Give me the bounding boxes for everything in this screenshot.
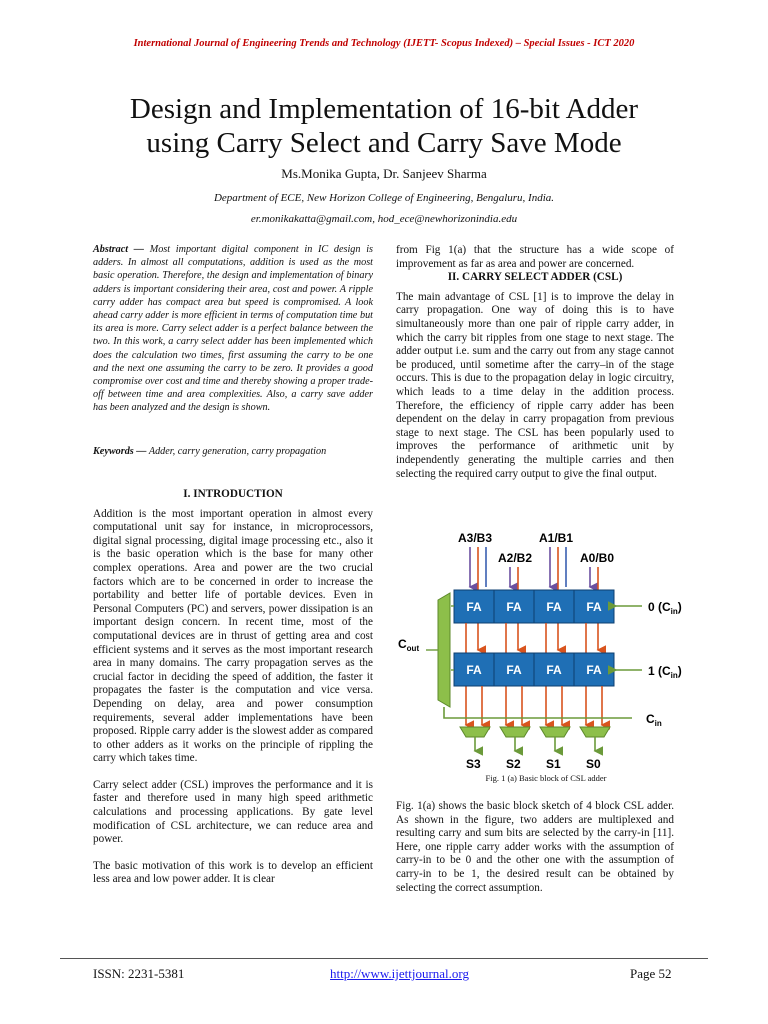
keywords-label: Keywords — — [93, 446, 147, 457]
fa-label: FA — [546, 663, 562, 677]
fa-label: FA — [546, 600, 562, 614]
fa-label: FA — [506, 600, 522, 614]
department: Department of ECE, New Horizon College of Engineering, Bengaluru, India. — [213, 192, 555, 204]
input-label-a1b1: A1/B1 — [539, 531, 574, 545]
keywords — [93, 445, 373, 458]
introduction-section — [93, 488, 373, 887]
output-arrows — [475, 737, 595, 751]
output-muxes — [460, 727, 610, 737]
right-paragraph-0: from Fig 1(a) that the structure has a wide scope of improvement as far as area and power are concerned. — [396, 244, 674, 270]
footer-issn: ISSN: 2231-5381 — [93, 966, 185, 981]
fa-label: FA — [466, 663, 482, 677]
csl-paragraph-1: The main advantage of CSL [1] is to improve the delay in carry propagation. One way of doing this is to have simultaneously more than one pair of ripple carry adder, in which the carry bit ripples from one stage to next stage. The adder output i.e. sum and the carry out from any stage cannot be produced, until sometime after the carry–in of the stage occurs. This is due to the propagation delay in logic circuitry, which leads to a time delay in the addition process. Therefore, the efficiency of ripple carry adder has been dependent on the delay in carry propagation from previous stage to next stage. The CSL has been popularly used to improves the performance of arithmetic unit by independently generating the multiple carries and then selecting the required carry output to give the final output. — [396, 290, 674, 480]
author-emails: er.monikakatta@gmail.com, hod_ece@newhorizonindia.edu — [250, 213, 518, 225]
abstract — [93, 243, 373, 415]
footer-rule — [60, 958, 708, 959]
row2-sum-arrows — [482, 686, 602, 725]
right-column-bottom — [396, 800, 674, 895]
journal-header: International Journal of Engineering Trends and Technology (IJETT- Scopus Indexed) – Special Issues - ICT 2020 — [133, 38, 635, 49]
mux-s3 — [460, 727, 490, 737]
output-s2: S2 — [506, 757, 521, 771]
csl-block-diagram — [396, 525, 696, 775]
output-s1: S1 — [546, 757, 561, 771]
footer-page-number: Page 52 — [630, 966, 672, 981]
input-label-a2b2: A2/B2 — [498, 551, 533, 565]
fa-label: FA — [506, 663, 522, 677]
intro-paragraph-2: Carry select adder (CSL) improves the performance and it is faster and therefore used in many high speed arithmetic calculations and processing applications. By gate level modification of CSL architecture, we can reduce area and power. — [93, 778, 373, 846]
intro-heading: I. INTRODUCTION — [183, 488, 283, 500]
title-line-1: Design and Implementation of 16-bit Adder — [129, 93, 639, 125]
input-label-a0b0: A0/B0 — [580, 551, 615, 565]
abstract-text: Most important digital component in IC design is adders. In almost all computations, addition is used as the most basic operation. Therefore, the design and implementation of binary adders is important considering their area, cost and power. A ripple carry adder has compact area but speed is compromised. A look ahead carry adder is more efficient in terms of computation time but its area is more. Carry select adder is a perfect balance between the two. In this work, a carry select adder has been implemented which does the calculation two times, first assuming the carry to be one and the next one assuming the carry to be zero. It provides a good compromise over cost and time and thereby showing a proper trade-off between time and area complexities. Also, a carry save adder has been analyzed and the design is shown. — [93, 244, 373, 414]
fa-label: FA — [466, 600, 482, 614]
mux-s1 — [540, 727, 570, 737]
csl-heading: II. CARRY SELECT ADDER (CSL) — [447, 271, 623, 284]
fa-label: FA — [586, 663, 602, 677]
intro-paragraph-3: The basic motivation of this work is to develop an efficient less area and low power adder. It is clear — [93, 859, 373, 886]
keywords-text: Adder, carry generation, carry propagation — [148, 446, 327, 457]
cout-label: $C_{out}$ — [398, 637, 420, 653]
csl-figure — [396, 525, 696, 775]
authors: Ms.Monika Gupta, Dr. Sanjeev Sharma — [281, 166, 487, 181]
mux-s0 — [580, 727, 610, 737]
output-s0: S0 — [586, 757, 601, 771]
row2-carry-label: 1 $(C_{in})$ — [648, 664, 682, 680]
row1-carry-label: 0 $(C_{in})$ — [648, 600, 682, 616]
output-s3: S3 — [466, 757, 481, 771]
figure-caption: Fig. 1 (a) Basic block of CSL adder — [485, 773, 607, 783]
cin-select-line — [444, 707, 632, 718]
fig-description-paragraph: Fig. 1(a) shows the basic block sketch of 4 block CSL adder. As shown in the figure, two adders are multiplexed and resulting carry and sum bits are selected by the carry-in [11]. Here, one ripple carry adder works with the assumption of carry-in to be 0 and the other one with the assumption of carry-in to be 1, the desired result can be obtained by selecting the correct assumption. — [396, 800, 674, 894]
paper-title — [60, 92, 708, 160]
intro-paragraph-1: Addition is the most important operation in almost every computational unit say for instance, in microprocessors, digital signal processing, digital image processing etc., also it is the basic operation which is the base for many other complex operations. Area and power are the two crucial factors which are to be concerned in order to increase the portability and better life of portable devices. Even in Personal Computers (PC) and servers, power dissipation is an important design concern. In recent time, most of the computational devices are in thrust of getting area and cost efficient systems and it serves as the most important research area in many domains. The carry propagation serves as the crucial factor in deciding the speed of addition, the faster it propagates the faster is the computation and vice versa. Depending on delay, area and power consumption requirements, several adder implementations have been proposed. Ripple carry adder is the slowest adder as compared to other adders as it works on the principle of rippling the carry which takes time. — [93, 507, 373, 765]
input-label-a3b3: A3/B3 — [458, 531, 493, 545]
fa-row-1 — [454, 590, 614, 623]
title-line-2: using Carry Select and Carry Save Mode — [146, 127, 622, 159]
abstract-label: Abstract — — [93, 244, 144, 255]
cout-mux — [438, 593, 450, 707]
mux-s2 — [500, 727, 530, 737]
fa-row-2 — [454, 653, 614, 686]
right-column-top — [396, 244, 674, 481]
cin-label: $C_{in}$ — [646, 712, 662, 728]
fa-label: FA — [586, 600, 602, 614]
footer-journal-link[interactable]: http://www.ijettjournal.org — [330, 966, 470, 981]
